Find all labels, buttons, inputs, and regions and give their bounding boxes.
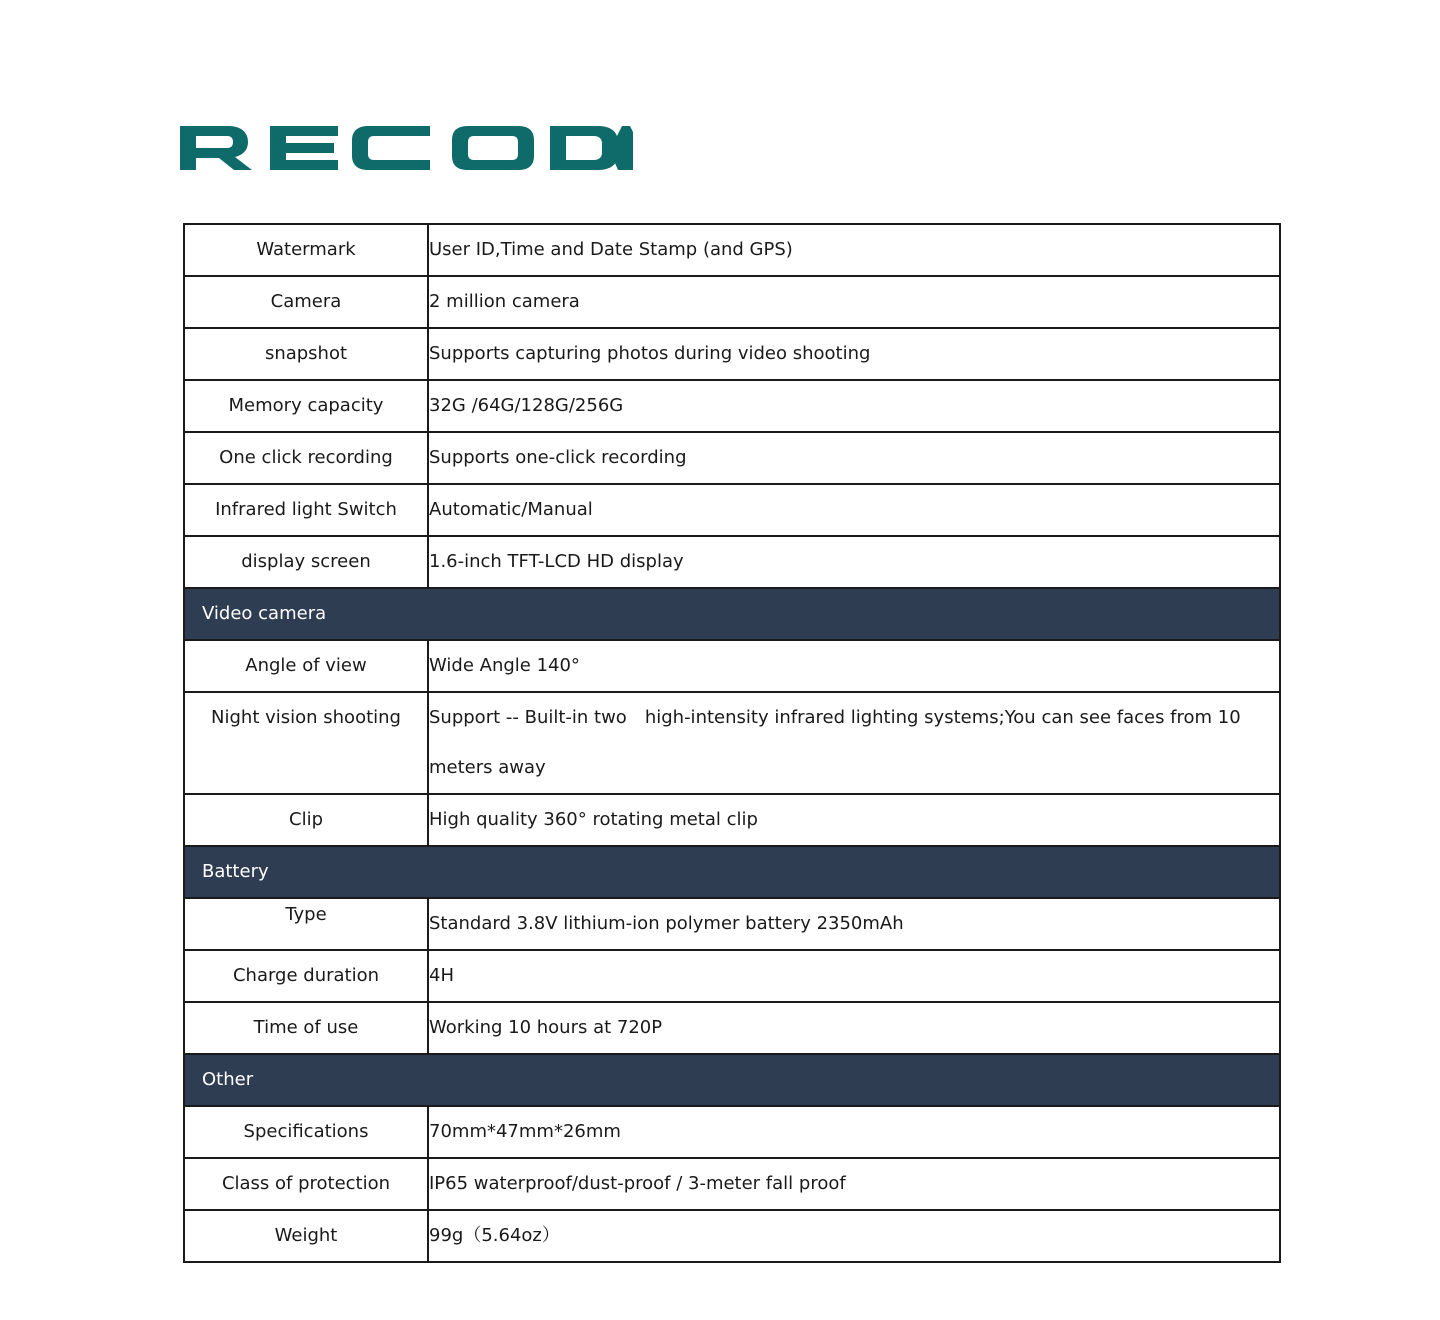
table-row <box>184 794 1280 846</box>
spec-value: 4H <box>428 950 1280 1002</box>
spec-value: Support -- Built-in two high-intensity infrared lighting systems;You can see faces from 10 meters away <box>428 692 1280 794</box>
spec-value: Wide Angle 140° <box>428 640 1280 692</box>
table-row <box>184 1210 1280 1262</box>
table-row <box>184 432 1280 484</box>
spec-value: 32G /64G/128G/256G <box>428 380 1280 432</box>
section-title: Battery <box>184 846 1280 898</box>
spec-label: Infrared light Switch <box>184 484 428 536</box>
spec-label: Type <box>184 898 428 950</box>
table-row <box>184 1002 1280 1054</box>
spec-value: 70mm*47mm*26mm <box>428 1106 1280 1158</box>
spec-label: Charge duration <box>184 950 428 1002</box>
spec-label: Time of use <box>184 1002 428 1054</box>
spec-value: High quality 360° rotating metal clip <box>428 794 1280 846</box>
spec-value: IP65 waterproof/dust-proof / 3-meter fall proof <box>428 1158 1280 1210</box>
spec-value: Supports capturing photos during video shooting <box>428 328 1280 380</box>
table-row <box>184 536 1280 588</box>
spec-value: User ID,Time and Date Stamp (and GPS) <box>428 224 1280 276</box>
table-row <box>184 950 1280 1002</box>
spec-label: Watermark <box>184 224 428 276</box>
table-row <box>184 898 1280 950</box>
table-row <box>184 1106 1280 1158</box>
table-row <box>184 276 1280 328</box>
section-title: Video camera <box>184 588 1280 640</box>
spec-label: Clip <box>184 794 428 846</box>
table-row <box>184 224 1280 276</box>
spec-label: Angle of view <box>184 640 428 692</box>
section-header-video-camera <box>184 588 1280 640</box>
table-row <box>184 640 1280 692</box>
spec-value: 2 million camera <box>428 276 1280 328</box>
table-row <box>184 328 1280 380</box>
spec-label: display screen <box>184 536 428 588</box>
section-header-battery <box>184 846 1280 898</box>
spec-label: Night vision shooting <box>184 692 428 794</box>
table-row <box>184 484 1280 536</box>
section-header-other <box>184 1054 1280 1106</box>
table-row <box>184 692 1280 794</box>
spec-label: Camera <box>184 276 428 328</box>
spec-value: Automatic/Manual <box>428 484 1280 536</box>
table-row <box>184 1158 1280 1210</box>
spec-value: Working 10 hours at 720P <box>428 1002 1280 1054</box>
spec-value: Standard 3.8V lithium-ion polymer battery 2350mAh <box>428 898 1280 950</box>
spec-label: Weight <box>184 1210 428 1262</box>
spec-value: Supports one-click recording <box>428 432 1280 484</box>
spec-value: 1.6-inch TFT-LCD HD display <box>428 536 1280 588</box>
spec-value: 99g（5.64oz） <box>428 1210 1280 1262</box>
section-title: Other <box>184 1054 1280 1106</box>
spec-label: Memory capacity <box>184 380 428 432</box>
table-row <box>184 380 1280 432</box>
spec-label: Specifications <box>184 1106 428 1158</box>
spec-label: Class of protection <box>184 1158 428 1210</box>
spec-label: snapshot <box>184 328 428 380</box>
spec-label: One click recording <box>184 432 428 484</box>
spec-table <box>183 223 1281 1263</box>
recoda-logo <box>178 116 633 180</box>
